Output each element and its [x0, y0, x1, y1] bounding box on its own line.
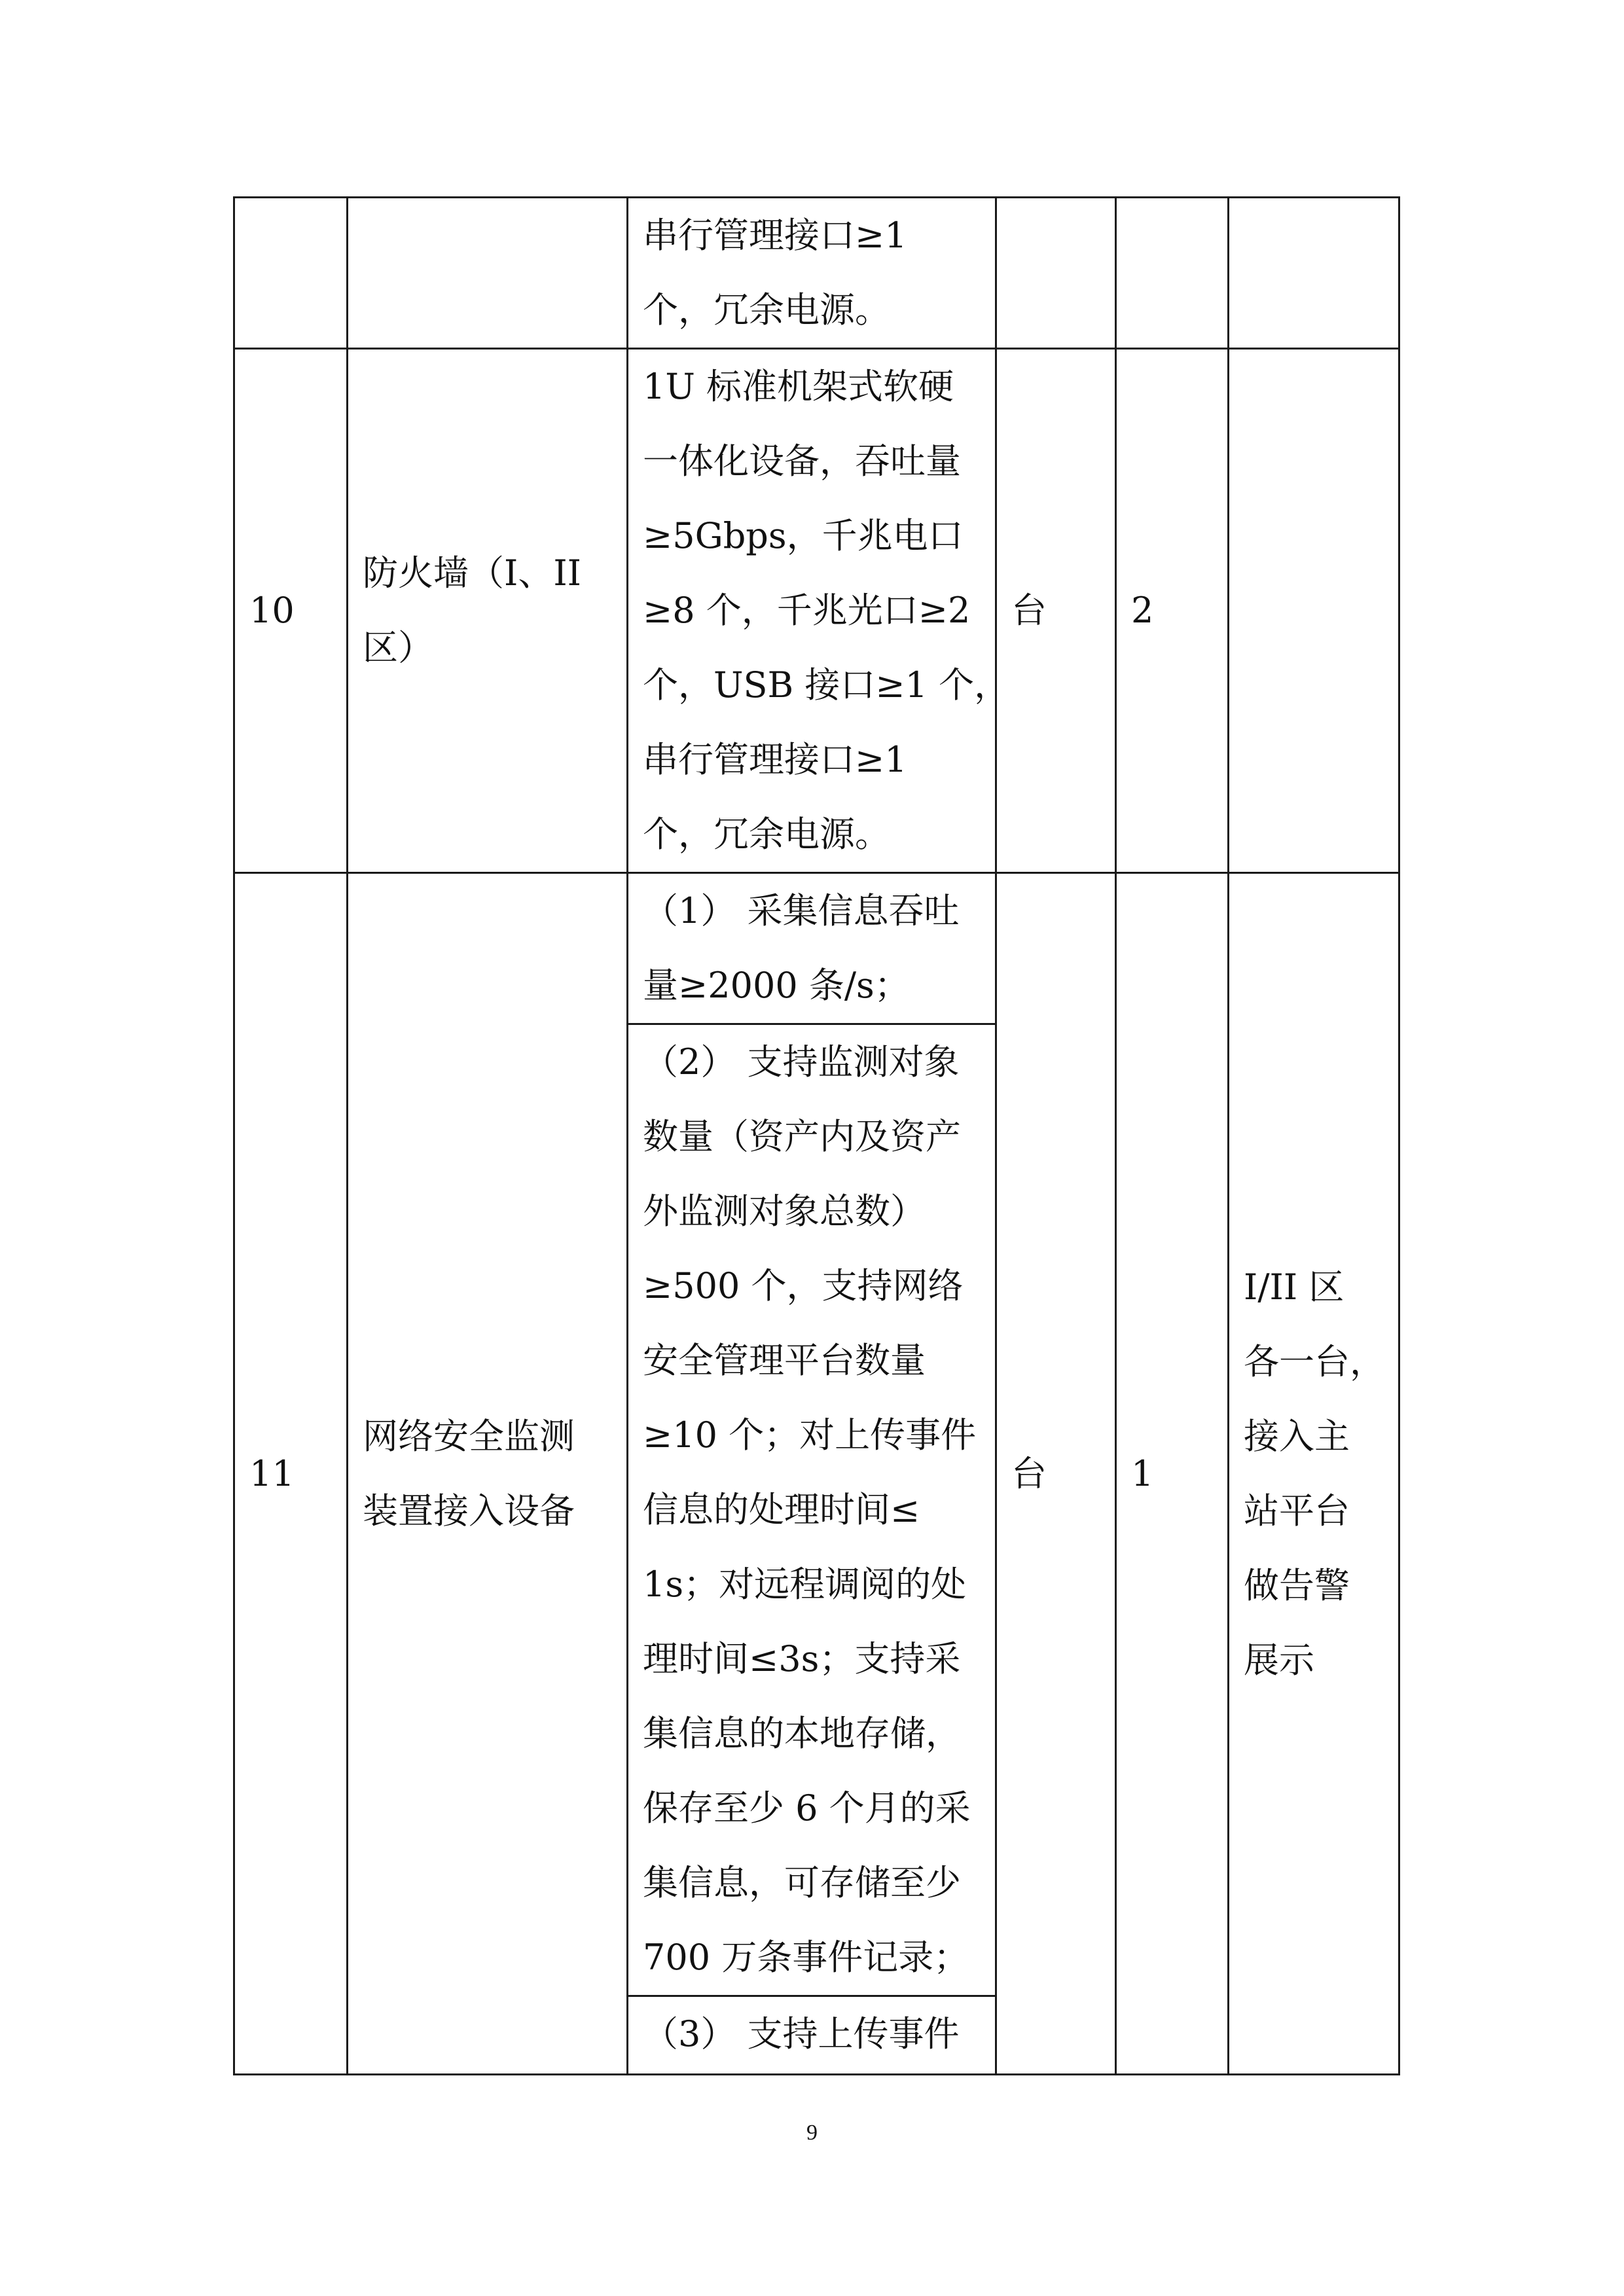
- spec-line: ≥10 个；对上传事件: [643, 1414, 977, 1456]
- spec-line: （1） 采集信息吞吐: [643, 890, 960, 931]
- name-line: 防火墙（I、II: [363, 552, 581, 594]
- spec-line: 安全管理平台数量: [643, 1340, 926, 1381]
- spec-block: [628, 874, 995, 1023]
- cell-unit: [996, 198, 1116, 349]
- remark-line: 站平台: [1244, 1490, 1350, 1532]
- spec-line: ≥5Gbps，千兆电口: [643, 515, 964, 556]
- cell-remark: [1229, 873, 1399, 2075]
- spec-line: 个，冗余电源。: [643, 289, 890, 331]
- spec-line: 个，USB 接口≥1 个，: [643, 664, 1010, 706]
- remark-line: 展示: [1244, 1639, 1314, 1681]
- cell-spec: [628, 873, 996, 2075]
- spec-line: 量≥2000 条/s；: [643, 965, 910, 1006]
- spec-line: ≥500 个，支持网络: [643, 1265, 964, 1306]
- spec-line: （2） 支持监测对象: [643, 1041, 960, 1083]
- table-row: [234, 873, 1399, 2075]
- spec-line: （3） 支持上传事件: [643, 2013, 960, 2054]
- spec-line: 串行管理接口≥1: [643, 739, 907, 780]
- cell-name: [348, 198, 628, 349]
- page-number: 9: [806, 2121, 818, 2145]
- spec-line: 集信息的本地存储，: [643, 1713, 961, 1754]
- spec-block: [628, 1023, 995, 1995]
- cell-qty: [1116, 198, 1229, 349]
- spec-line: 集信息，可存储至少: [643, 1862, 961, 1903]
- spec-line: 1s；对远程调阅的处: [643, 1564, 967, 1605]
- name-line: 网络安全监测: [363, 1415, 575, 1457]
- cell-remark: [1229, 349, 1399, 873]
- spec-line: 一体化设备，吞吐量: [643, 440, 961, 482]
- spec-block: [628, 198, 995, 348]
- cell-qty: 1: [1116, 873, 1229, 2075]
- cell-spec: [628, 198, 996, 349]
- spec-line: 信息的处理时间≤: [643, 1489, 920, 1530]
- name-line: 区）: [363, 627, 433, 668]
- spec-line: 保存至少 6 个月的采: [643, 1787, 971, 1829]
- table-row: [234, 349, 1399, 873]
- cell-no: 11: [234, 873, 348, 2075]
- cell-name: [348, 873, 628, 2075]
- spec-line: ≥8 个，千兆光口≥2: [643, 590, 971, 631]
- spec-line: 外监测对象总数）: [643, 1191, 926, 1232]
- equipment-table: [233, 196, 1400, 2075]
- cell-remark: [1229, 198, 1399, 349]
- cell-no: [234, 198, 348, 349]
- remark-line: 接入主: [1244, 1415, 1350, 1457]
- spec-block: [628, 350, 1010, 872]
- remark-line: 做告警: [1244, 1564, 1350, 1606]
- spec-line: 700 万条事件记录；: [643, 1937, 969, 1978]
- cell-no: 10: [234, 349, 348, 873]
- spec-line: 数量（资产内及资产: [643, 1116, 961, 1157]
- spec-line: 串行管理接口≥1: [643, 215, 907, 256]
- cell-qty: 2: [1116, 349, 1229, 873]
- cell-unit: 台: [996, 873, 1116, 2075]
- remark-line: I/II 区: [1244, 1266, 1344, 1308]
- spec-block: [628, 1995, 995, 2072]
- table-row: [234, 198, 1399, 349]
- spec-line: 理时间≤3s；支持采: [643, 1638, 961, 1679]
- cell-spec: [628, 349, 1010, 873]
- cell-name: [348, 349, 628, 873]
- remark-line: 各一台，: [1244, 1340, 1385, 1382]
- name-line: 装置接入设备: [363, 1490, 575, 1532]
- spec-line: 1U 标准机架式软硬: [643, 366, 954, 407]
- cell-unit: 台: [996, 349, 1116, 873]
- spec-line: 个，冗余电源。: [643, 814, 890, 855]
